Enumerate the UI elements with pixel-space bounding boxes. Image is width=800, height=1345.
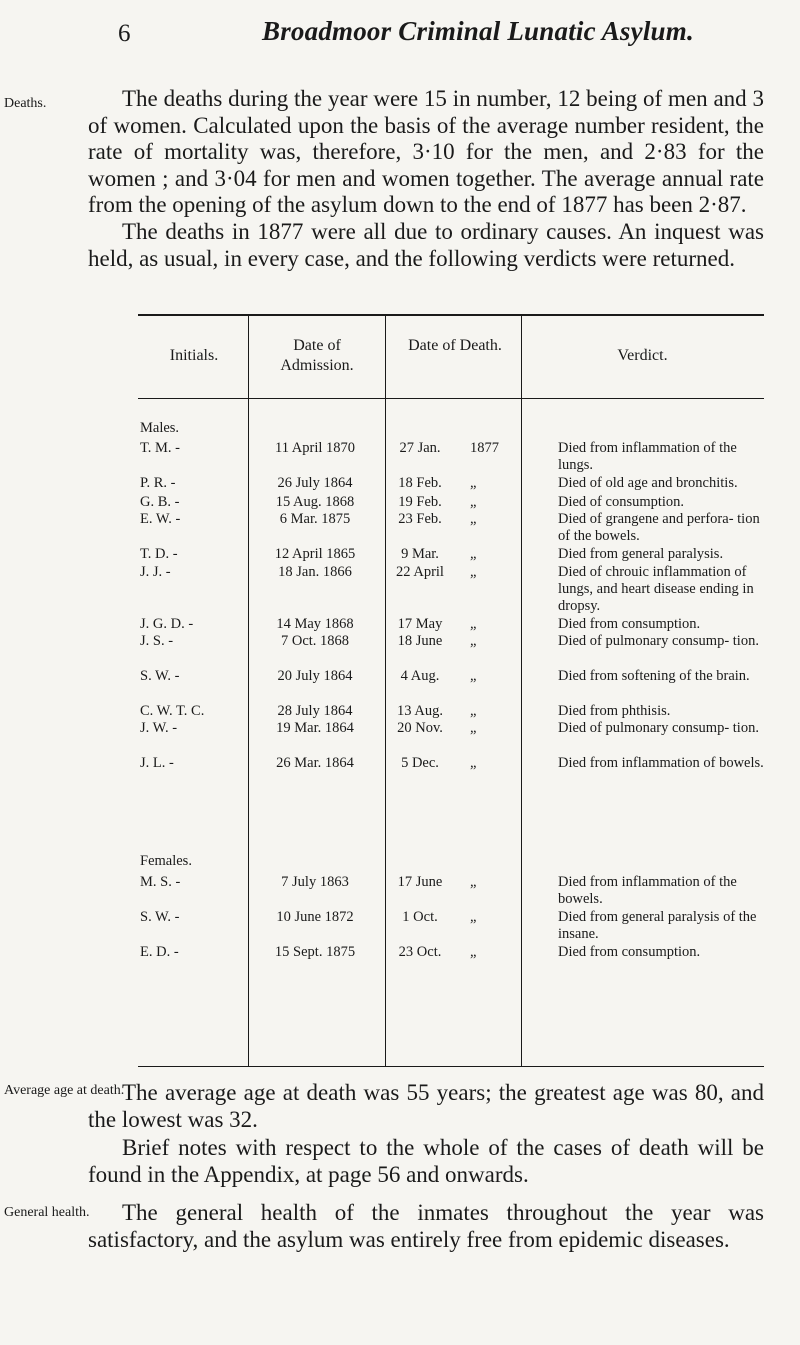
cell-death-date: 13 Aug. xyxy=(397,703,443,719)
cell-initials: T. D. - xyxy=(140,546,178,562)
cell-initials: T. M. - xyxy=(140,440,181,456)
cell-death-year: „ xyxy=(470,720,477,736)
cell-admission: 6 Mar. 1875 xyxy=(279,511,351,527)
margin-note-general-health: General health. xyxy=(4,1205,90,1220)
cell-death-year: „ xyxy=(470,909,477,925)
cell-initials: C. W. T. C. xyxy=(140,703,205,719)
cell-death-date: 17 June xyxy=(397,874,443,890)
section-label-females: Females. xyxy=(140,853,192,869)
cell-admission: 19 Mar. 1864 xyxy=(276,720,354,736)
cell-initials: P. R. - xyxy=(140,475,176,491)
cell-death-year: „ xyxy=(470,874,477,890)
cell-death-date: 19 Feb. xyxy=(398,494,442,510)
cell-death-date: 22 April xyxy=(396,564,444,580)
cell-verdict: Died from phthisis. xyxy=(558,703,671,719)
cell-initials: E. W. - xyxy=(140,511,181,527)
cell-admission: 20 July 1864 xyxy=(277,668,353,684)
cell-death-year: „ xyxy=(470,475,477,491)
table-divider xyxy=(521,314,522,1066)
cell-death-date: 18 June xyxy=(397,633,443,649)
margin-note-average-age: Average age at death. xyxy=(4,1083,125,1098)
cell-initials: S. W. - xyxy=(140,909,180,925)
table-bottom-rule xyxy=(138,1066,764,1067)
cell-initials: J. J. - xyxy=(140,564,171,580)
cell-verdict: Died of chrouic inflammation of lungs, and heart disease ending in dropsy. xyxy=(558,564,754,614)
cell-death-year: „ xyxy=(470,633,477,649)
cell-death-date: 20 Nov. xyxy=(397,720,443,736)
cell-initials: E. D. - xyxy=(140,944,179,960)
cell-admission: 7 Oct. 1868 xyxy=(280,633,350,649)
cell-verdict: Died from inflammation of bowels. xyxy=(558,755,764,771)
table-top-rule xyxy=(138,314,764,316)
cell-admission: 26 Mar. 1864 xyxy=(276,755,354,771)
cell-initials: J. S. - xyxy=(140,633,174,649)
column-header-initials: Initials. xyxy=(169,347,219,364)
paragraph-deaths-2: The deaths in 1877 were all due to ordinary causes. An inquest was held, as usual, in every case, and the following verdicts were returned. xyxy=(88,219,764,271)
cell-admission: 7 July 1863 xyxy=(281,874,349,890)
cell-death-date: 23 Oct. xyxy=(398,944,442,960)
margin-note-deaths: Deaths. xyxy=(4,96,47,111)
cell-death-date: 18 Feb. xyxy=(398,475,442,491)
cell-verdict: Died of old age and bronchitis. xyxy=(558,475,738,491)
cell-death-year: „ xyxy=(470,564,477,580)
cell-admission: 15 Sept. 1875 xyxy=(274,944,356,960)
table-header-rule xyxy=(138,398,764,399)
cell-verdict: Died from general paralysis. xyxy=(558,546,724,562)
section-label-males: Males. xyxy=(140,420,180,436)
cell-initials: J. G. D. - xyxy=(140,616,194,632)
column-header-verdict: Verdict. xyxy=(617,347,668,364)
cell-death-year: „ xyxy=(470,755,477,771)
cell-death-year: „ xyxy=(470,668,477,684)
page-number: 6 xyxy=(118,20,131,47)
cell-death-date: 23 Feb. xyxy=(398,511,442,527)
cell-death-date: 4 Aug. xyxy=(400,668,440,684)
cell-verdict: Died from general paralysis of the insane. xyxy=(558,909,757,942)
cell-death-date: 1 Oct. xyxy=(402,909,438,925)
cell-admission: 18 Jan. 1866 xyxy=(278,564,352,580)
cell-verdict: Died of consumption. xyxy=(558,494,685,510)
paragraph-average-age-1: The average age at death was 55 years; the greatest age was 80, and the lowest was 32. xyxy=(88,1080,764,1132)
cell-verdict: Died of pulmonary consump- tion. xyxy=(558,720,759,736)
cell-admission: 26 July 1864 xyxy=(277,475,353,491)
paragraph-deaths-1: The deaths during the year were 15 in number, 12 being of men and 3 of women. Calculated upon the basis of the average number resident, the rate of mortality was, therefore, 3·10 for the men, and 2·83 for the women ; and 3·04 for men and women together. The average annual rate from the opening of the asylum down to the end of 1877 has been 2·87. xyxy=(88,86,764,217)
running-title: Broadmoor Criminal Lunatic Asylum. xyxy=(262,16,694,46)
cell-death-year: „ xyxy=(470,616,477,632)
cell-verdict: Died from consumption. xyxy=(558,616,701,632)
cell-admission: 12 April 1865 xyxy=(274,546,356,562)
cell-death-date: 9 Mar. xyxy=(401,546,439,562)
cell-verdict: Died from softening of the brain. xyxy=(558,668,750,684)
cell-initials: G. B. - xyxy=(140,494,180,510)
cell-death-year: „ xyxy=(470,511,477,527)
cell-admission: 10 June 1872 xyxy=(276,909,354,925)
cell-verdict: Died from consumption. xyxy=(558,944,701,960)
column-header-death: Date of Death. xyxy=(408,337,502,354)
cell-initials: S. W. - xyxy=(140,668,180,684)
cell-initials: J. L. - xyxy=(140,755,174,771)
cell-death-year: „ xyxy=(470,546,477,562)
cell-admission: 14 May 1868 xyxy=(276,616,354,632)
cell-death-date: 17 May xyxy=(397,616,443,632)
cell-death-year: 1877 xyxy=(470,440,499,456)
cell-death-year: „ xyxy=(470,494,477,510)
cell-death-date: 5 Dec. xyxy=(401,755,439,771)
cell-admission: 15 Aug. 1868 xyxy=(275,494,355,510)
cell-initials: M. S. - xyxy=(140,874,181,890)
cell-verdict: Died of grangene and perfora- tion of the bowels. xyxy=(558,511,760,544)
paragraph-general-health: The general health of the inmates throughout the year was satisfactory, and the asylum was entirely free from epidemic diseases. xyxy=(88,1200,764,1252)
cell-verdict: Died from inflammation of the bowels. xyxy=(558,874,737,907)
cell-death-year: „ xyxy=(470,944,477,960)
cell-death-year: „ xyxy=(470,703,477,719)
cell-verdict: Died from inflammation of the lungs. xyxy=(558,440,737,473)
cell-death-date: 27 Jan. xyxy=(399,440,441,456)
cell-admission: 11 April 1870 xyxy=(274,440,356,456)
column-header-admission: Date of Admission. xyxy=(280,337,354,374)
cell-verdict: Died of pulmonary consump- tion. xyxy=(558,633,759,649)
cell-admission: 28 July 1864 xyxy=(277,703,353,719)
cell-initials: J. W. - xyxy=(140,720,178,736)
paragraph-average-age-2: Brief notes with respect to the whole of the cases of death will be found in the Appendix, at page 56 and onwards. xyxy=(88,1135,764,1187)
